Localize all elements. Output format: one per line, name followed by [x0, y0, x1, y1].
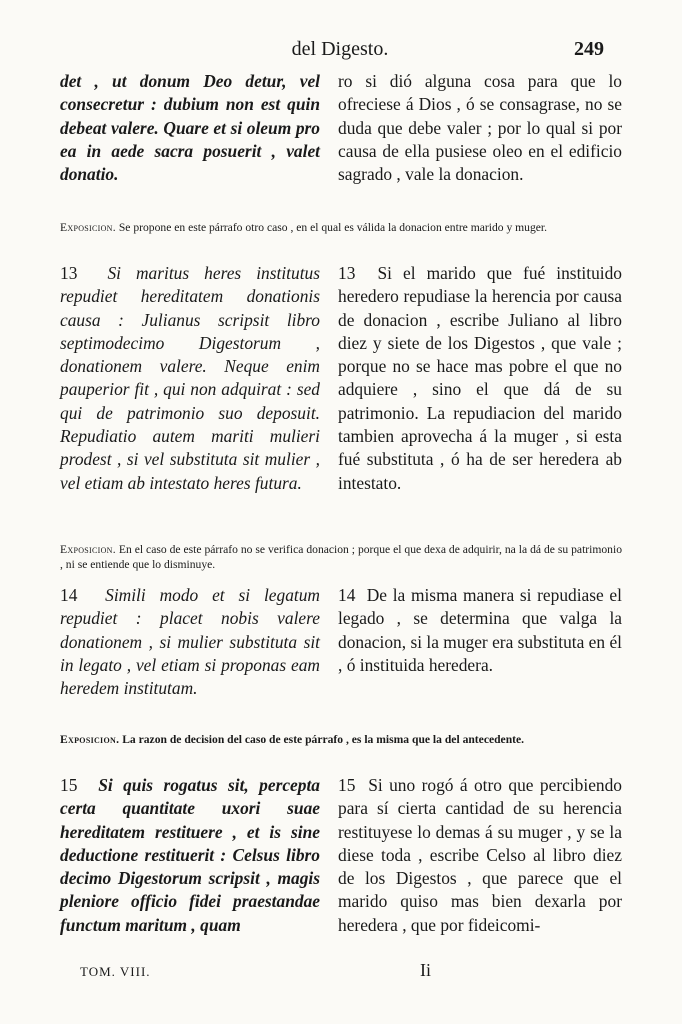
spanish-text: De la misma manera si repudiase el legado , se determina que valga la donacion, si la muger era substituta en él , ó instituida heredera. — [338, 585, 622, 675]
volume-mark: TOM. VIII. — [80, 964, 151, 979]
paragraph-number: 15 — [338, 775, 356, 795]
latin-text: Simili modo et si legatum repudiet : placet nobis valere donationem , si mulier substituta sit in legato , vel etiam si proponas eam heredem institutam. — [60, 585, 320, 699]
spanish-text: Si uno rogó á otro que percibiendo para sí cierta cantidad de su herencia restituyese lo demas á su muger , y se la diese toda , escribe Celso al libro diez de los Digestos , que parece que el marido quiso mas bien dexarla por heredera , que por fideicomi- — [338, 775, 623, 935]
latin-column — [60, 262, 320, 495]
exposition-label: Exposicion. — [60, 543, 116, 556]
paragraph-number: 15 — [60, 775, 78, 795]
running-title: del Digesto. — [291, 38, 389, 60]
paragraph-13 — [60, 262, 622, 532]
exposition-text: Se propone en este párrafo otro caso , en el qual es válida la donacion entre marido y muger. — [118, 221, 548, 234]
exposition-note — [60, 542, 622, 572]
running-header — [60, 38, 620, 68]
exposition-note — [60, 220, 622, 235]
exposition-note — [60, 732, 622, 747]
latin-column — [60, 774, 320, 937]
spanish-column — [338, 262, 622, 495]
latin-column — [60, 584, 320, 700]
latin-column — [60, 70, 320, 186]
spanish-text: ro si dió alguna cosa para que lo ofreciese á Dios , ó se consagrase, no se duda que debe valer ; por lo qual si por causa de ella pusiese oleo en el edificio sagrado , vale la donacion. — [338, 71, 622, 185]
page-footer — [80, 960, 600, 988]
paragraph-number: 14 — [60, 585, 78, 605]
signature-mark: Ii — [420, 960, 431, 980]
paragraph-15 — [60, 774, 622, 964]
spanish-column — [338, 774, 622, 937]
exposition-text: En el caso de este párrafo no se verifica donacion ; porque el que dexa de adquirir, na la dá de su patrimonio , ni se entiende que lo disminuye. — [60, 543, 622, 571]
paragraph-number: 13 — [338, 263, 356, 283]
exposition-text: La razon de decision del caso de este párrafo , es la misma que la del antecedente. — [122, 733, 525, 746]
paragraph-14 — [60, 584, 622, 724]
latin-text: Si maritus heres institutus repudiet hereditatem donationis causa : Julianus scripsit libro septimodecimo Digestorum , donationem valere. Neque enim pauperior fit , qui non adquirat : sed qui de patrimonio suo deposuit. Repudiatio autem mariti mulieri prodest , si vel substituta sit mulier , vel etiam ab intestato heres futura. — [60, 263, 320, 493]
latin-text: det , ut donum Deo detur, vel consecretur : dubium non est quin debeat valere. Quare et si oleum pro ea in aede sacra posuerit , valet donatio. — [60, 71, 320, 185]
latin-text: Si quis rogatus sit, percepta certa quantitate uxori suae hereditatem restituere , et is sine deductione restituerit : Celsus libro decimo Digestorum scripsit , magis pleniore officio fidei praestandae functum maritum , quam — [60, 775, 320, 935]
page-number: 249 — [574, 38, 604, 60]
carryover-section — [60, 70, 622, 208]
exposition-label: Exposicion. — [60, 733, 120, 746]
exposition-label: Exposicion. — [60, 221, 116, 234]
spanish-column — [338, 70, 622, 186]
spanish-column — [338, 584, 622, 677]
spanish-text: Si el marido que fué instituido heredero repudiase la herencia por causa de donacion , escribe Juliano al libro diez y siete de los Digestos , que vale ; porque no se hace mas pobre el que no adquiere , sino el que dá de su patrimonio. La repudiacion del marido tambien aprovecha á la muger , si esta fué substituta , ó ha de ser heredera ab intestato. — [338, 263, 622, 493]
paragraph-number: 13 — [60, 263, 78, 283]
paragraph-number: 14 — [338, 585, 356, 605]
